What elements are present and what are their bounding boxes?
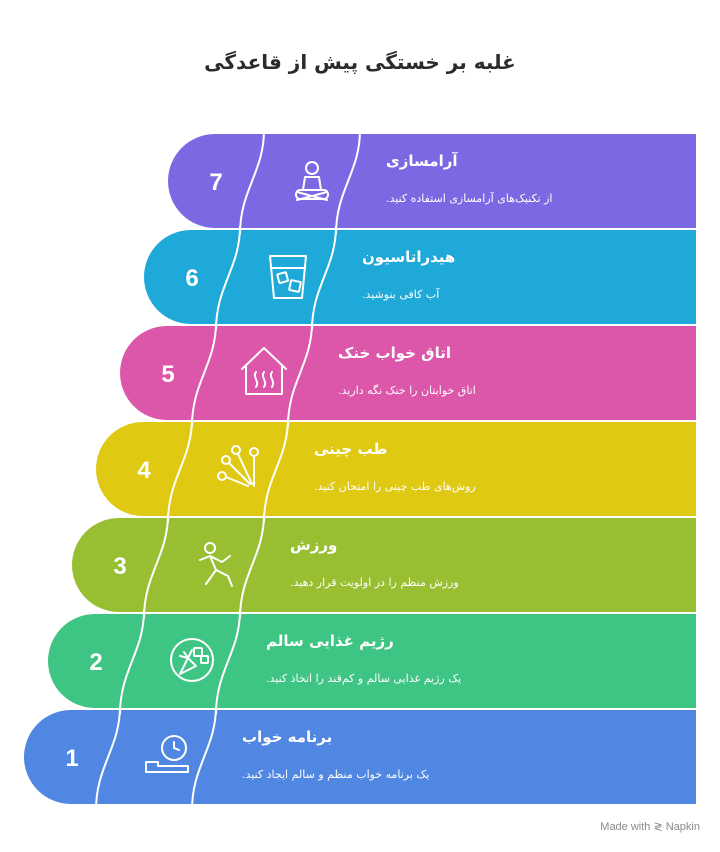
step-2-title: رژیم غذایی سالم: [266, 632, 394, 650]
step-7-number: 7: [209, 169, 223, 196]
step-1-description: .یک برنامه خواب منظم و سالم ایجاد کنید: [242, 768, 430, 781]
step-6-band: [144, 230, 696, 324]
step-2-description: .یک رژیم غذایی سالم و کم‌قند را اتخاذ کنید: [266, 672, 462, 685]
step-1-band: [24, 710, 696, 804]
step-1-title: برنامه خواب: [242, 728, 333, 746]
step-6-description: .آب کافی بنوشید: [362, 288, 440, 301]
step-5-title: اتاق خواب خنک: [338, 344, 451, 362]
step-5-number: 5: [161, 361, 175, 388]
step-6-number: 6: [185, 265, 199, 292]
step-4-title: طب چینی: [314, 440, 388, 458]
step-5-band: [120, 326, 696, 420]
made-with-napkin-credit: Made with ≷ Napkin: [600, 821, 700, 833]
step-4-band: [96, 422, 696, 516]
step-2-number: 2: [89, 649, 103, 676]
step-4-number: 4: [137, 457, 151, 484]
step-7-description: .از تکنیک‌های آرامسازی استفاده کنید: [386, 192, 553, 205]
step-1-number: 1: [65, 745, 79, 772]
step-4-description: .روش‌های طب چینی را امتحان کنید: [314, 480, 476, 493]
step-3-description: .ورزش منظم را در اولویت قرار دهید: [290, 576, 459, 589]
step-5-description: .اتاق خوابتان را خنک نگه دارید: [338, 384, 476, 397]
step-3-number: 3: [113, 553, 127, 580]
step-3-title: ورزش: [290, 536, 338, 554]
step-2-band: [48, 614, 696, 708]
step-7-title: آرامسازی: [386, 152, 458, 170]
page-title: غلبه بر خستگی پیش از قاعدگی: [204, 50, 516, 74]
step-7-band: [168, 134, 696, 228]
step-6-title: هیدراتاسیون: [362, 248, 456, 266]
